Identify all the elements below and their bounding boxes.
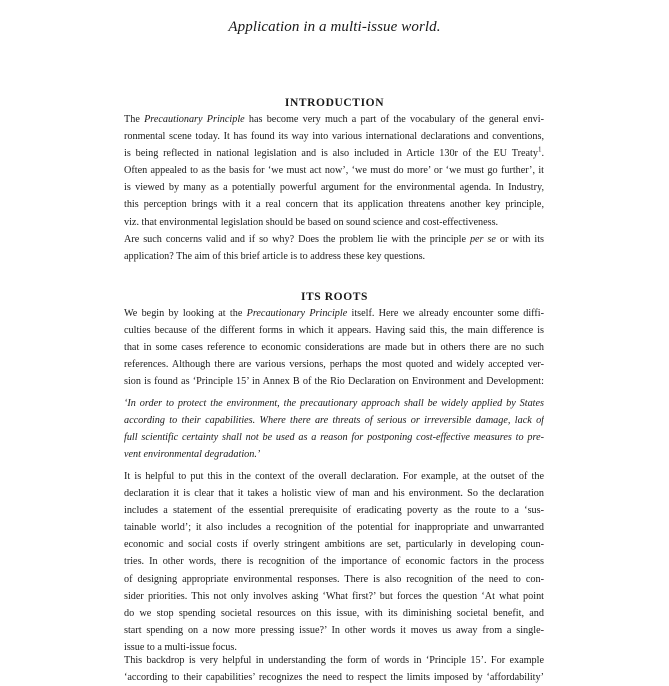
text-line: declaration it is clear that it takes a holistic view of man and his environment. So the declaration [124,488,544,500]
text-line: Are such concerns valid and if so why? Does the problem lie with the principle per se or with its [124,234,544,245]
introduction-paragraph-2 [124,231,544,265]
text-line: according to their capabilities. Where there are threats of serious or irreversible damage, lack of [124,415,544,427]
text-line: do we stop spending societal resources on this issue, with its diminishing societal benefit, and [124,607,544,619]
section-heading-roots: ITS ROOTS [300,291,369,303]
text-line: vent environmental degradation.’ [124,449,261,461]
introduction-paragraph-1 [124,111,544,231]
text-line: The Precautionary Principle has become very much a part of the vocabulary of the general envi- [124,114,544,125]
text-line: sion is found as ‘Principle 15’ in Annex B of the Rio Declaration on Environment and Development: [124,376,544,388]
text-line: start spending on a now more pressing issue?’ In other words it moves us away from a single- [124,624,544,636]
text-line: is being reflected in national legislation and is also included in Article 130r of the EU Treaty$^1$. [124,145,544,160]
text-line: includes a statement of the essential prerequisite of eradicating poverty as the route to a ‘sus- [124,505,544,517]
text-line: It is helpful to put this in the context of the overall declaration. For example, at the outset of the [124,471,544,482]
text-line: tries. In other words, there is recognition of the importance of economic factors in the process [124,556,544,568]
text-line: references. Although there are various versions, perhaps the most quoted and widely accepted ver- [124,359,544,371]
text-line: Often appealed to as the basis for ‘we must act now’, ‘we must do more’ or ‘we must go further’, it [124,165,544,177]
text-line: is viewed by many as a potentially powerful argument for the environmental agenda. In Industry, [124,182,544,194]
text-line: sider priorities. This not only involves asking ‘What first?’ but forces the question ‘At what point [124,590,544,602]
text-line: application? The aim of this brief article is to address these key questions. [124,251,426,263]
text-line: of designing appropriate environmental responses. There is also recognition of the need to con- [124,573,544,585]
text-line: culties because of the different forms in which it appears. Having said this, the main difference is [124,325,544,337]
roots-paragraph-1 [124,305,544,390]
text-line: that in some cases reference to economic considerations are made but in others there are no such [124,342,544,354]
footnote-marker: 1 [537,145,542,154]
text-line: We begin by looking at the Precautionary Principle itself. Here we already encounter some diffi- [124,308,544,319]
text-line: This backdrop is very helpful in understanding the form of words in ‘Principle 15’. For example [124,655,544,666]
roots-paragraph-2 [124,468,544,656]
section-heading-introduction: INTRODUCTION [284,97,385,109]
principle-15-quote [124,395,544,463]
text-line: full scientific certainty shall not be used as a reason for postponing cost-effective measures to pre- [124,432,544,444]
roots-paragraph-3 [124,652,544,686]
text-line: ronmental scene today. It has found its way into various international declarations and conventions, [124,131,544,143]
text-line: ‘In order to protect the environment, the precautionary approach shall be widely applied by States [124,398,544,409]
text-line: economic and social costs if overly stringent ambitions are set, particularly in developing coun- [124,539,544,551]
document-subtitle: Application in a multi-issue world. [228,19,441,35]
text-line: tainable world’; it also includes a recognition of the potential for inappropriate and unwarranted [124,522,544,534]
text-line: ‘according to their capabilities’ recognizes the need to respect the limits imposed by ‘affordability’ [124,672,544,684]
text-line: viz. that environmental legislation should be based on sound science and cost-effectiveness. [124,216,499,228]
text-line: this perception brings with it a real concern that its application threatens another key principle, [124,199,544,211]
text-line: issue to a multi-issue focus. [124,641,237,653]
